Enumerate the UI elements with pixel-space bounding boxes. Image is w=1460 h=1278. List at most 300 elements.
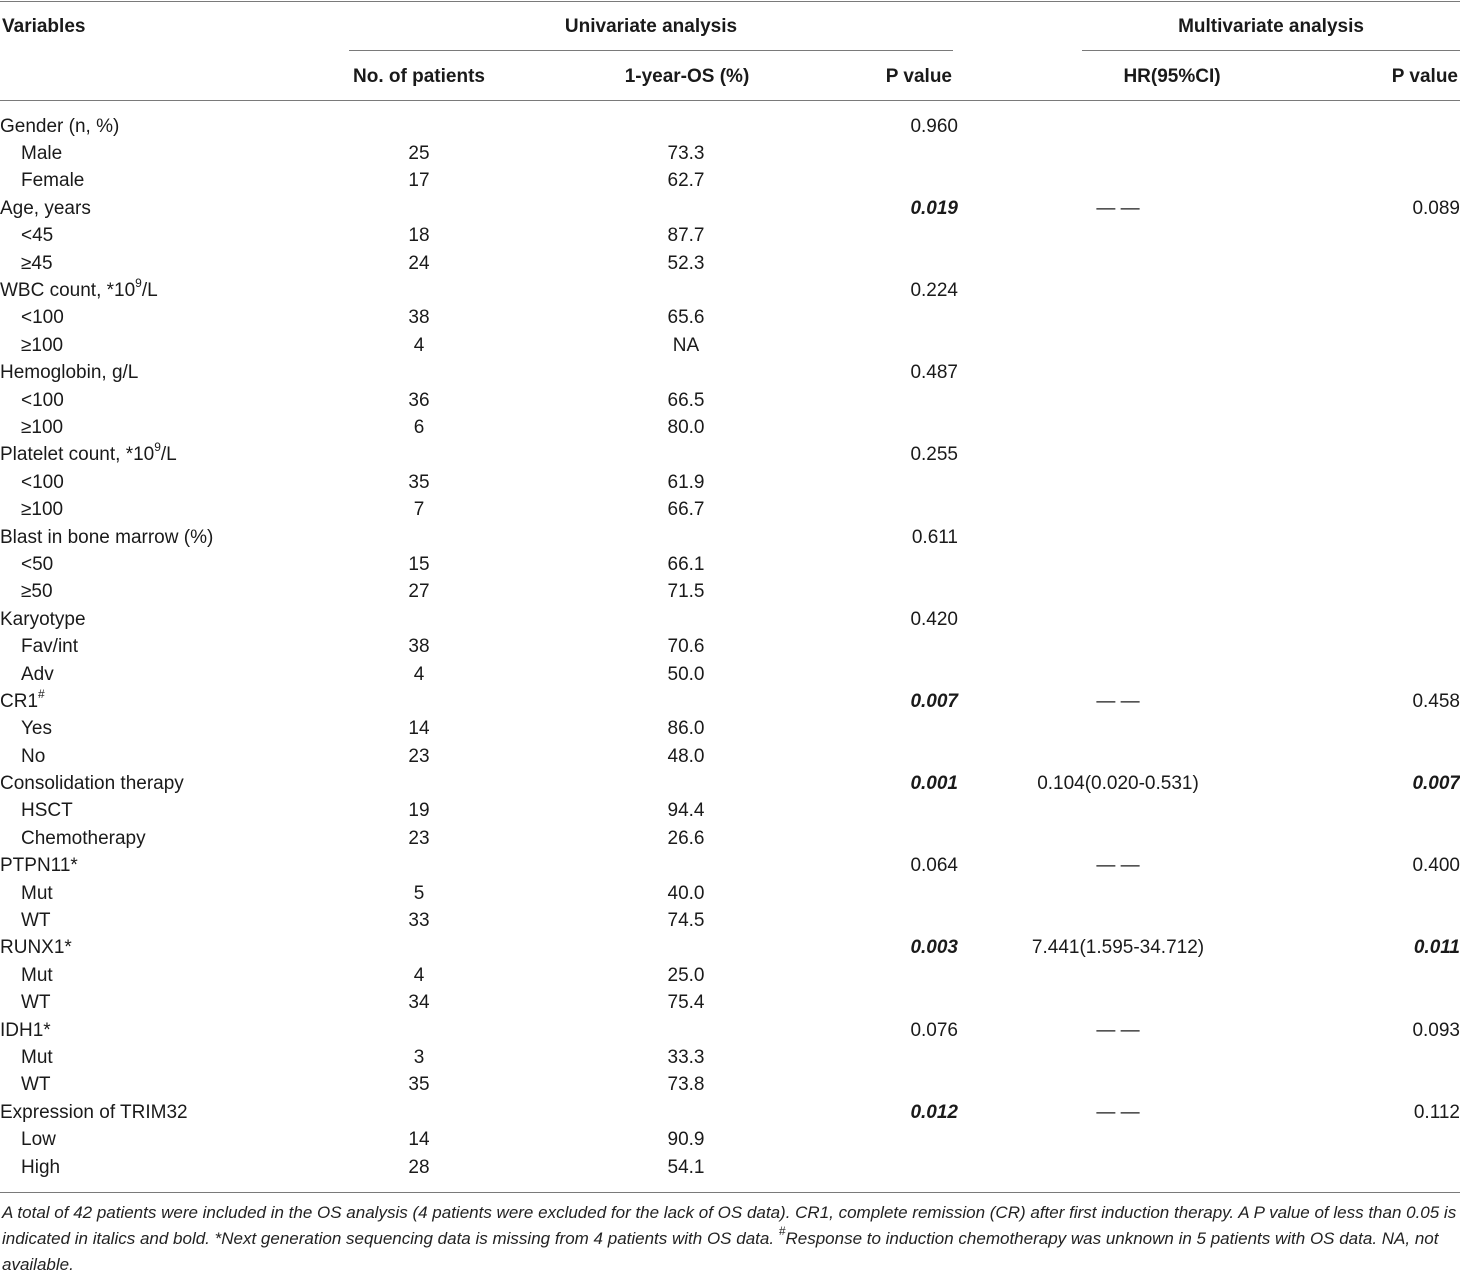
variable-label: HSCT [21,800,73,822]
hr-cell [958,387,1278,414]
variable-cell [0,962,320,989]
p-value-multi-cell [1278,496,1460,523]
p-value-cell [854,962,958,989]
variable-label-superscript: # [38,686,45,701]
hr-cell: 0.104(0.020-0.531) [1037,773,1199,795]
hr-cell [958,880,1278,907]
variable-cell [0,798,320,825]
p-value-multi-cell [1278,633,1460,660]
hr-cell: — — [1096,197,1140,219]
variable-cell [0,442,320,469]
patients-cell [320,853,518,880]
variable-label: <50 [21,553,54,575]
patients-cell [320,277,518,304]
hr-cell [958,360,1278,387]
os-cell [518,853,854,880]
p-value-cell [854,1154,958,1181]
p-value-multi-cell [1278,606,1460,633]
hr-cell [958,223,1278,250]
variable-cell [0,195,320,222]
variable-cell [0,606,320,633]
p-value-multi-cell [1278,277,1460,304]
patients-cell: 5 [413,882,425,904]
header-no-patients: No. of patients [353,66,485,87]
variable-label: Age, years [0,197,91,219]
os-cell: NA [672,334,700,356]
p-value-multi-cell [1278,305,1460,332]
variable-cell [0,496,320,523]
p-value-multi-cell [1278,825,1460,852]
patients-cell: 6 [413,416,425,438]
patients-cell: 35 [408,1074,430,1096]
p-value-multi-cell: 0.112 [1413,1101,1460,1123]
patients-cell [320,688,518,715]
table-row-subgroup [0,1072,1460,1099]
variable-label: Mut [21,882,53,904]
p-value-cell [854,250,958,277]
variable-label: ≥100 [21,334,64,356]
os-cell [518,360,854,387]
variable-label: Gender (n, %) [0,115,120,137]
p-value-multi-cell [1278,962,1460,989]
hr-cell [958,277,1278,304]
p-value-cell: 0.076 [910,1019,958,1041]
header-p-value-multi: P value [1391,66,1458,87]
patients-cell [320,1099,518,1126]
hr-cell [958,250,1278,277]
p-value-multi-cell: 0.458 [1412,690,1460,712]
os-cell [518,935,854,962]
variable-label: PTPN11* [0,855,78,877]
variable-label: ≥100 [21,499,64,521]
variable-label-suffix: /L [141,280,158,302]
hr-cell [958,496,1278,523]
variable-cell [0,990,320,1017]
p-value-cell: 0.003 [910,937,958,959]
bottom-rule [0,1192,1460,1193]
univariate-rule [349,50,953,51]
p-value-cell: 0.611 [911,526,958,548]
footnote-text-2: Response to induction chemotherapy was unknown in 5 patients with OS data. NA, not available. [2,1229,1439,1274]
p-value-multi-cell [1278,1072,1460,1099]
p-value-multi-cell [1278,387,1460,414]
p-value-cell [854,496,958,523]
variable-cell [0,716,320,743]
p-value-multi-cell: 0.007 [1412,773,1460,795]
p-value-cell: 0.420 [910,608,958,630]
variable-label: WBC count, *10 [0,280,136,302]
p-value-cell [854,798,958,825]
table-row-subgroup [0,387,1460,414]
multivariate-rule [1082,50,1460,51]
header-p-value: P value [885,66,952,87]
patients-cell [320,770,518,797]
patients-cell: 34 [408,992,430,1014]
table-row-variable [0,1099,1460,1126]
patients-cell: 23 [408,745,430,767]
p-value-cell [854,469,958,496]
os-cell [518,195,854,222]
variable-label: No [21,745,46,767]
p-value-multi-cell [1278,1044,1460,1071]
variable-label: Fav/int [21,636,79,658]
hr-cell: — — [1096,855,1140,877]
variable-label: Platelet count, *10 [0,444,155,466]
p-value-multi-cell [1278,551,1460,578]
p-value-multi-cell: 0.400 [1412,855,1460,877]
header-hr: HR(95%CI) [1123,66,1221,87]
p-value-multi-cell [1278,743,1460,770]
patients-cell [320,442,518,469]
hr-cell [958,743,1278,770]
variable-label-superscript: 9 [135,275,142,290]
table-row-subgroup [0,1044,1460,1071]
os-cell: 66.1 [667,553,705,575]
variable-cell [0,414,320,441]
p-value-multi-cell [1278,140,1460,167]
hr-cell [958,414,1278,441]
patients-cell: 23 [408,827,430,849]
table-row-variable [0,113,1460,140]
table-row-variable [0,360,1460,387]
variable-cell [0,360,320,387]
table-row-subgroup [0,223,1460,250]
variable-cell [0,551,320,578]
p-value-multi-cell [1278,113,1460,140]
header-rule [0,100,1460,101]
variable-label: WT [21,1074,51,1096]
os-cell: 26.6 [667,827,705,849]
hr-cell [958,305,1278,332]
table-row-variable [0,442,1460,469]
table-row-subgroup [0,496,1460,523]
variable-label: Low [21,1129,56,1151]
variable-cell [0,250,320,277]
os-cell: 74.5 [667,910,705,932]
p-value-multi-cell: 0.093 [1412,1019,1460,1041]
p-value-cell: 0.001 [910,773,958,795]
table-row-subgroup [0,140,1460,167]
os-cell: 65.6 [667,307,705,329]
variable-cell [0,743,320,770]
p-value-cell [854,661,958,688]
patients-cell [320,606,518,633]
p-value-cell [854,579,958,606]
table-row-subgroup [0,414,1460,441]
table-body [0,113,1460,1181]
hr-cell [958,140,1278,167]
variable-cell [0,1072,320,1099]
table-row-subgroup [0,661,1460,688]
os-cell: 50.0 [667,663,705,685]
p-value-multi-cell [1278,332,1460,359]
patients-cell: 38 [408,636,430,658]
os-cell [518,1017,854,1044]
variable-label-superscript: 9 [154,440,161,455]
variable-cell [0,332,320,359]
variable-label: RUNX1* [0,937,72,959]
hr-cell [958,606,1278,633]
variable-label: WT [21,910,51,932]
table-row-subgroup [0,305,1460,332]
patients-cell: 15 [408,553,430,575]
patients-cell: 19 [408,800,430,822]
os-cell: 54.1 [667,1156,705,1178]
variable-label: Hemoglobin, g/L [0,362,139,384]
table-footnote [2,1200,1458,1278]
top-rule [0,1,1460,2]
table-row-subgroup [0,825,1460,852]
patients-cell: 27 [408,581,430,603]
patients-cell [320,524,518,551]
hr-cell: — — [1096,1101,1140,1123]
variable-label: Chemotherapy [21,827,146,849]
p-value-cell: 0.007 [910,690,958,712]
header-variables: Variables [2,16,86,37]
hr-cell [958,1154,1278,1181]
hr-cell [958,716,1278,743]
table-row-variable [0,1017,1460,1044]
table-row-variable [0,524,1460,551]
p-value-multi-cell [1278,414,1460,441]
patients-cell: 33 [408,910,430,932]
patients-cell: 14 [408,1129,430,1151]
p-value-cell [854,990,958,1017]
hr-cell [958,168,1278,195]
p-value-multi-cell [1278,990,1460,1017]
p-value-multi-cell [1278,907,1460,934]
variable-label: Mut [21,964,53,986]
variable-cell [0,1099,320,1126]
footnote-sup: # [778,1224,786,1239]
variable-cell [0,1017,320,1044]
variable-label: <100 [21,307,64,329]
patients-cell: 18 [408,225,430,247]
p-value-cell [854,223,958,250]
p-value-cell: 0.224 [910,280,958,302]
hr-cell [958,551,1278,578]
os-cell: 61.9 [667,471,705,493]
patients-cell: 38 [408,307,430,329]
p-value-cell [854,168,958,195]
p-value-multi-cell [1278,880,1460,907]
variable-cell [0,688,320,715]
patients-cell: 17 [408,170,430,192]
os-cell: 62.7 [667,170,705,192]
p-value-cell [854,880,958,907]
table-row-subgroup [0,907,1460,934]
os-cell: 66.7 [667,499,705,521]
os-cell: 25.0 [667,964,705,986]
p-value-cell [854,633,958,660]
variable-cell [0,907,320,934]
p-value-cell [854,1072,958,1099]
table-row-subgroup [0,1126,1460,1153]
p-value-cell: 0.064 [910,855,958,877]
p-value-multi-cell [1278,798,1460,825]
table-row-subgroup [0,579,1460,606]
p-value-multi-cell [1278,716,1460,743]
table-row-subgroup [0,716,1460,743]
table-row-subgroup [0,551,1460,578]
os-cell: 66.5 [667,389,705,411]
patients-cell: 25 [408,143,430,165]
os-cell: 87.7 [667,225,705,247]
p-value-multi-cell [1278,579,1460,606]
p-value-cell: 0.487 [910,362,958,384]
p-value-cell [854,387,958,414]
table-row-variable [0,195,1460,222]
variable-label: WT [21,992,51,1014]
os-cell [518,442,854,469]
p-value-cell [854,140,958,167]
p-value-multi-cell [1278,1154,1460,1181]
hr-cell [958,1072,1278,1099]
p-value-multi-cell [1278,223,1460,250]
patients-cell: 4 [413,334,425,356]
variable-label: Yes [21,718,52,740]
os-cell [518,113,854,140]
variable-label: ≥50 [21,581,53,603]
table-row-subgroup [0,633,1460,660]
patients-cell: 3 [413,1046,425,1068]
os-cell: 33.3 [667,1046,705,1068]
p-value-multi-cell [1278,524,1460,551]
os-cell: 73.3 [667,143,705,165]
table-row-variable [0,277,1460,304]
p-value-cell [854,1044,958,1071]
p-value-cell: 0.012 [910,1101,958,1123]
p-value-cell: 0.019 [910,197,958,219]
p-value-cell: 0.255 [910,444,958,466]
table-row-subgroup [0,250,1460,277]
os-cell: 94.4 [667,800,705,822]
os-cell: 40.0 [667,882,705,904]
variable-label: Karyotype [0,608,86,630]
variable-label: Blast in bone marrow (%) [0,526,214,548]
hr-cell [958,442,1278,469]
hr-cell: — — [1096,1019,1140,1041]
variable-cell [0,880,320,907]
os-cell [518,1099,854,1126]
table-row-subgroup [0,798,1460,825]
variable-cell [0,223,320,250]
variable-label: IDH1* [0,1019,51,1041]
hr-cell [958,825,1278,852]
p-value-cell [854,716,958,743]
p-value-cell [854,825,958,852]
table-row-subgroup [0,168,1460,195]
p-value-cell [854,305,958,332]
header-multivariate: Multivariate analysis [1178,16,1364,37]
variable-label-suffix: /L [160,444,177,466]
variable-cell [0,305,320,332]
os-cell [518,606,854,633]
os-cell: 90.9 [667,1129,705,1151]
hr-cell [958,633,1278,660]
os-cell: 86.0 [667,718,705,740]
os-cell: 80.0 [667,416,705,438]
variable-label: Male [21,143,63,165]
os-cell: 48.0 [667,745,705,767]
hr-cell [958,469,1278,496]
hr-cell [958,1044,1278,1071]
patients-cell [320,113,518,140]
patients-cell: 36 [408,389,430,411]
variable-label: <100 [21,471,64,493]
header-os: 1-year-OS (%) [624,66,750,87]
data-table [0,113,1460,1181]
variable-label: Adv [21,663,54,685]
variable-label: Female [21,170,85,192]
hr-cell: 7.441(1.595-34.712) [1031,937,1205,959]
variable-label: Expression of TRIM32 [0,1101,188,1123]
p-value-multi-cell [1278,250,1460,277]
p-value-cell [854,1126,958,1153]
table-row-subgroup [0,469,1460,496]
os-cell [518,524,854,551]
patients-cell: 14 [408,718,430,740]
os-cell [518,688,854,715]
p-value-cell [854,907,958,934]
hr-cell [958,1126,1278,1153]
patients-cell: 24 [408,252,430,274]
os-cell: 71.5 [667,581,705,603]
header-univariate: Univariate analysis [564,16,738,37]
table-row-subgroup [0,743,1460,770]
variable-cell [0,935,320,962]
variable-label: <45 [21,225,54,247]
table-row-subgroup [0,990,1460,1017]
hr-cell [958,524,1278,551]
variable-cell [0,168,320,195]
p-value-cell [854,551,958,578]
variable-label: CR1 [0,690,39,712]
table-row-subgroup [0,880,1460,907]
variable-cell [0,469,320,496]
variable-label: ≥45 [21,252,53,274]
table-row-variable [0,935,1460,962]
patients-cell: 35 [408,471,430,493]
p-value-cell: 0.960 [910,115,958,137]
footnote-text-1: A total of 42 patients were included in the OS analysis (4 patients were excluded for the lack of OS data). CR1, complete remission (CR) after first induction therapy. A P value of less than 0.05 is indicated in italics and bold. *Next generation sequencing data is missing from 4 patients with OS data. [2,1203,1457,1248]
patients-cell [320,1017,518,1044]
p-value-cell [854,743,958,770]
table-row-variable [0,853,1460,880]
variable-label: High [21,1156,61,1178]
p-value-multi-cell [1278,661,1460,688]
hr-cell [958,907,1278,934]
patients-cell [320,935,518,962]
os-cell: 70.6 [667,636,705,658]
variable-cell [0,661,320,688]
os-cell [518,770,854,797]
variable-cell [0,1126,320,1153]
p-value-multi-cell [1278,1126,1460,1153]
patients-cell [320,360,518,387]
variable-cell [0,633,320,660]
table-row-variable [0,688,1460,715]
variable-label: Mut [21,1046,53,1068]
table-row-variable [0,606,1460,633]
p-value-multi-cell [1278,469,1460,496]
hr-cell [958,579,1278,606]
variable-cell [0,113,320,140]
variable-cell [0,853,320,880]
hr-cell [958,798,1278,825]
table-row-subgroup [0,962,1460,989]
table-row-subgroup [0,332,1460,359]
